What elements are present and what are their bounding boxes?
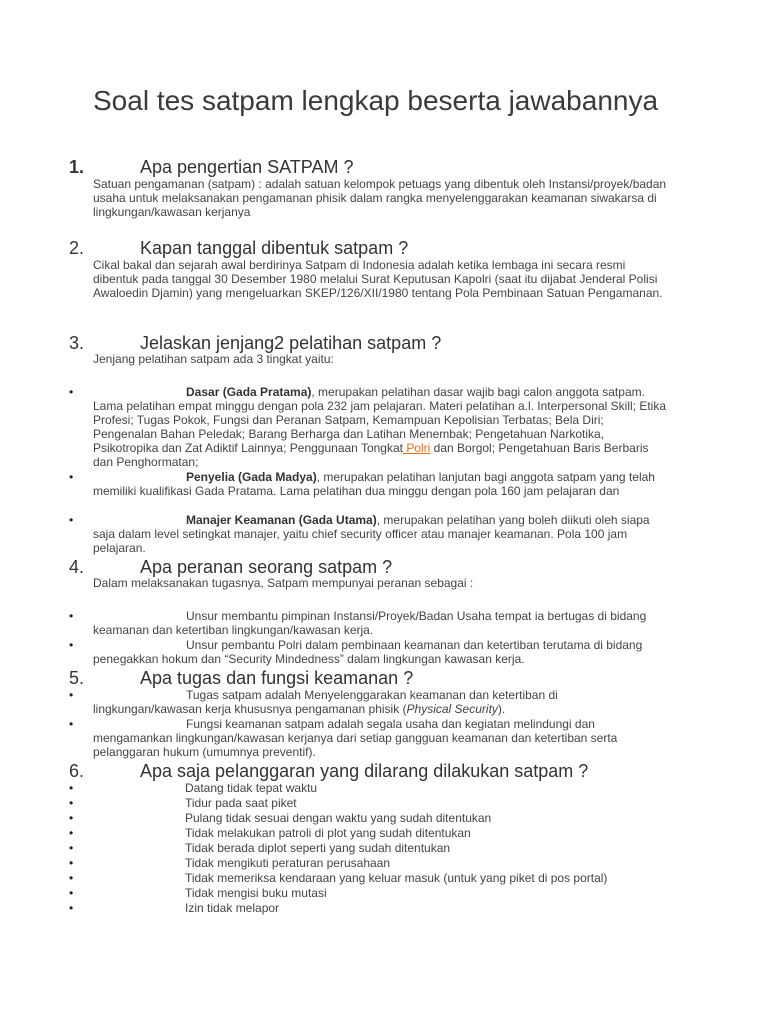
training-level-desc: , merupakan pelatihan dasar wajib bagi calon anggota satpam. Lama pelatihan empat minggu dengan pola 232 jam pelajaran. Materi pelatihan a.l. Interpersonal Skill; Etika Profesi; Tugas Pokok, Fungsi dan Peranan Satpam, Kemampuan Kepolisian Terbatas; Bela Diri; Pengenalan Bahan Peledak; Barang Berharga dan Latihan Menembak; Pengetahuan Narkotika, Psikotropika dan Zat Adiktif Lainnya; Penggunaan Tongkat <box>93 385 667 455</box>
training-level-desc: , merupakan pelatihan yang boleh diikuti oleh siapa saja dalam level setingkat manajer, yaitu chief security officer atau manajer keamanan. Pola 100 jam pelajaran. <box>93 513 650 555</box>
role-text: Unsur pembantu Polri dalam pembinaan keamanan dan ketertiban terutama di bidang penegakkan hokum dan “Security Mindedness” dalam lingkungan kawasan kerja. <box>93 638 643 666</box>
question-text: Kapan tanggal dibentuk satpam ? <box>140 238 409 258</box>
violation-item: Datang tidak tepat waktu <box>185 781 318 795</box>
training-level-name: Penyelia (Gada Madya) <box>186 470 317 484</box>
violation-item: Izin tidak melapor <box>185 901 280 915</box>
bullet-icon: • <box>69 856 74 870</box>
bullet-icon: • <box>69 781 74 795</box>
question-number: 4. <box>69 557 85 577</box>
violation-item: Tidak berada diplot seperti yang sudah ditentukan <box>185 841 451 855</box>
question-text: Apa tugas dan fungsi keamanan ? <box>140 668 414 688</box>
violation-item: Tidak melakukan patroli di plot yang sudah ditentukan <box>185 826 471 840</box>
list-item <box>69 609 669 637</box>
list-item <box>69 638 669 666</box>
bullet-icon: • <box>69 811 74 825</box>
answer-4-intro: Dalam melaksanakan tugasnya, Satpam mempunyai peranan sebagai : <box>93 576 474 590</box>
question-number: 1. <box>69 157 85 177</box>
bullet-icon: • <box>69 638 74 652</box>
bullet-icon: • <box>69 901 74 915</box>
function-text: Fungsi keamanan satpam adalah segala usaha dan kegiatan melindungi dan mengamankan lingkungan/kawasan kerjanya dari setiap gangguan keamanan dan ketertiban serta pelanggaran hukum (umumnya preventif). <box>93 717 618 759</box>
bullet-icon: • <box>69 886 74 900</box>
question-number: 6. <box>69 761 85 781</box>
duty-text-end: ). <box>497 702 506 716</box>
violation-item: Tidak mengikuti peraturan perusahaan <box>185 856 391 870</box>
violation-item: Tidak mengisi buku mutasi <box>185 886 327 900</box>
question-6 <box>69 760 749 784</box>
question-number: 5. <box>69 668 85 688</box>
role-text: Unsur membantu pimpinan Instansi/Proyek/Badan Usaha tempat ia bertugas di bidang keamanan dan ketertiban lingkungan/kawasan kerja. <box>93 609 647 637</box>
bullet-icon: • <box>69 841 74 855</box>
polri-link[interactable]: Polri <box>403 441 431 455</box>
bullet-icon: • <box>69 385 74 399</box>
answer-3-intro: Jenjang pelatihan satpam ada 3 tingkat yaitu: <box>93 352 334 366</box>
duty-text: Tugas satpam adalah Menyelenggarakan keamanan dan ketertiban di lingkungan/kawasan kerja khususnya pengamanan phisik ( <box>93 688 558 716</box>
bullet-icon: • <box>69 513 74 527</box>
training-level-name: Dasar (Gada Pratama) <box>186 385 312 399</box>
bullet-icon: • <box>69 826 74 840</box>
page-title: Soal tes satpam lengkap beserta jawabannya <box>93 85 659 116</box>
violation-item: Pulang tidak sesuai dengan waktu yang sudah ditentukan <box>185 811 492 825</box>
bullet-icon: • <box>69 871 74 885</box>
question-text: Apa saja pelanggaran yang dilarang dilakukan satpam ? <box>140 761 589 781</box>
bullet-icon: • <box>69 609 74 623</box>
training-level-desc: , merupakan pelatihan lanjutan bagi anggota satpam yang telah memiliki kualifikasi Gada Pratama. Lama pelatihan dua minggu dengan pola 160 jam pelajaran dan <box>93 470 655 498</box>
list-item <box>69 470 669 498</box>
question-text: Apa peranan seorang satpam ? <box>140 557 393 577</box>
answer-2: Cikal bakal dan sejarah awal berdirinya Satpam di Indonesia adalah ketika lembaga ini secara resmi dibentuk pada tanggal 30 Desember 1980 melalui Surat Keputusan Kapolri (saat itu dijabat Jenderal Polisi Awaloedin Djamin) yang mengeluarkan SKEP/126/XII/1980 tentang Pola Pembinaan Satuan Pengamanan. <box>93 258 663 300</box>
bullet-icon: • <box>69 717 74 731</box>
training-level-desc-cont: dan Borgol; Pengetahuan Baris Berbaris dan Penghormatan; <box>93 441 649 469</box>
violation-item: Tidur pada saat piket <box>185 796 297 810</box>
question-text: Jelaskan jenjang2 pelatihan satpam ? <box>140 333 442 353</box>
list-item <box>69 513 669 555</box>
list-item <box>69 688 669 716</box>
list-item <box>69 717 669 759</box>
question-number: 2. <box>69 238 85 258</box>
question-number: 3. <box>69 333 85 353</box>
training-level-name: Manajer Keamanan (Gada Utama) <box>186 513 377 527</box>
physical-security-term: Physical Security <box>406 702 498 716</box>
bullet-icon: • <box>69 470 74 484</box>
violation-item: Tidak memeriksa kendaraan yang keluar masuk (untuk yang piket di pos portal) <box>185 871 608 885</box>
answer-1: Satuan pengamanan (satpam) : adalah satuan kelompok petuags yang dibentuk oleh Instansi/proyek/badan usaha untuk melaksanakan pengamanan phisik dalam rangka menyelenggarakan keamanan siwakarsa di lingkungan/kawasan kerjanya <box>93 177 667 219</box>
bullet-icon: • <box>69 796 74 810</box>
bullet-icon: • <box>69 688 74 702</box>
list-item <box>69 385 669 469</box>
question-text: Apa pengertian SATPAM ? <box>140 157 354 177</box>
